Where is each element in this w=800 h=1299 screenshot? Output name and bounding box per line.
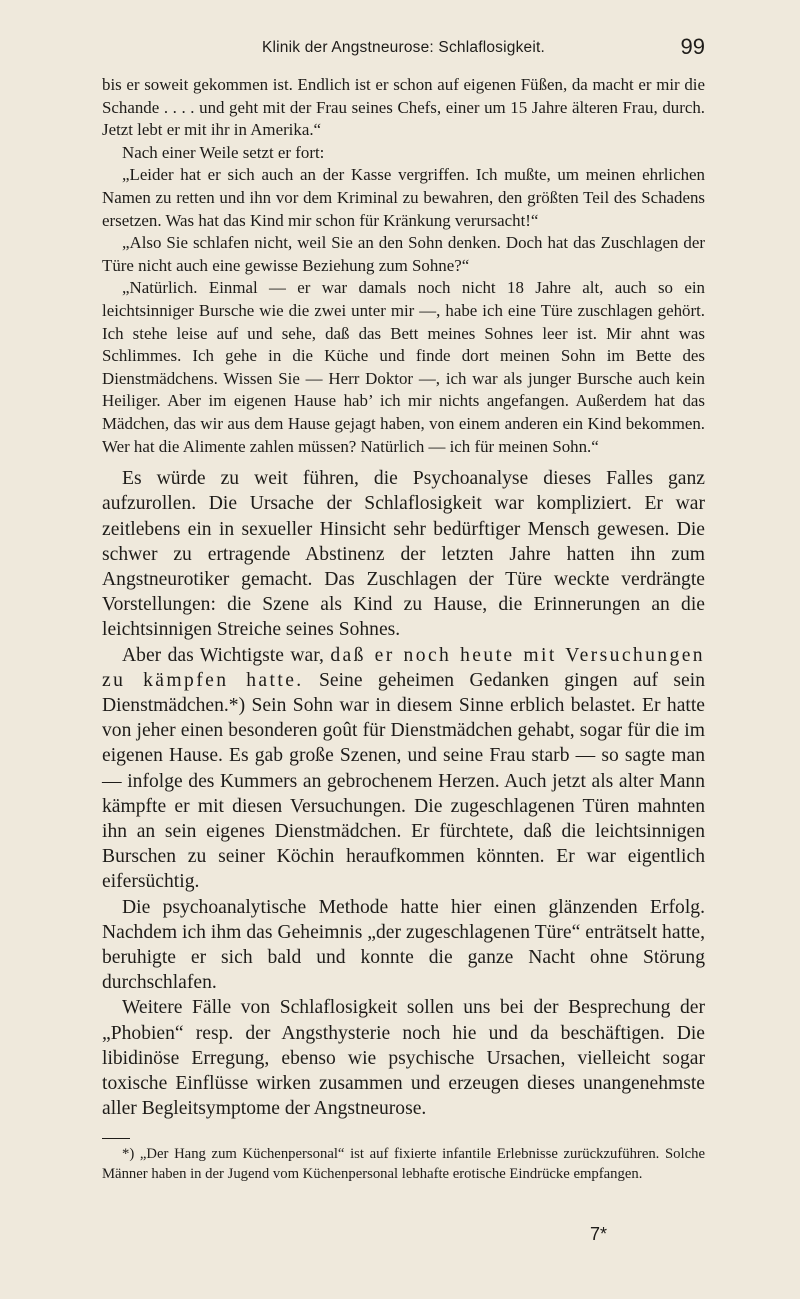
body-text: Aber das Wichtigste war,	[122, 644, 331, 666]
page-number: 99	[680, 34, 705, 59]
quote-paragraph: „Also Sie schlafen nicht, weil Sie an den Sohn denken. Doch hat das Zuschlagen der Türe nicht auch eine gewisse Beziehung zum Sohne?“	[102, 233, 705, 275]
body-paragraph	[102, 643, 705, 895]
quoted-dialogue	[102, 74, 705, 458]
body-text: Seine geheimen Gedanken gingen auf sein Dienstmädchen.*) Sein Sohn war in diesem Sinne erblich belastet. Er hatte von jeher einen besonderen goût für Dienstmädchen gehabt, sogar für die im eigenen Hause. Es gab große Szenen, und seine Frau starb — so sagte man — infolge des Kummers an gebrochenem Herzen. Auch jetzt als alter Mann kämpfte er mit diesen Versuchungen. Die zugeschlagenen Türen mahnten ihn an sein eigenes Dienstmädchen. Er fürchtete, daß die leichtsinnigen Burschen zu seiner Köchin heraufkommen könnten. Er war eigentlich eifersüchtig.	[102, 669, 705, 893]
main-text	[102, 466, 705, 1121]
footnote-divider	[102, 1138, 130, 1139]
signature-mark: 7*	[590, 1224, 608, 1244]
running-title: Klinik der Angstneurose: Schlaflosigkeit.	[261, 39, 546, 56]
quote-paragraph: „Natürlich. Einmal — er war damals noch nicht 18 Jahre alt, auch so ein leichtsinniger Bursche wie die zwei unter mir —, habe ich eine Türe zuschlagen gehört. Ich stehe leise auf und sehe, daß das Bett meines Sohnes leer ist. Mir ahnt was Schlimmes. Ich gehe in die Küche und finde dort meinen Sohn im Bette des Dienstmädchens. Wissen Sie — Herr Doktor —, ich war als junger Bursche auch kein Heiliger. Aber im eigenen Hause hab’ ich mir nichts angefangen. Außerdem hat das Mädchen, das wir aus dem Hause gejagt haben, von einem anderen ein Kind bekommen. Wer hat die Alimente zahlen müssen? Natürlich — ich für meinen Sohn.“	[102, 278, 705, 456]
body-paragraph: Die psychoanalytische Methode hatte hier einen glänzenden Erfolg. Nachdem ich ihm das Geheimnis „der zugeschlagenen Türe“ enträtselt hatte, beruhigte er sich bald und konnte die ganze Nacht ohne Störung durchschlafen.	[102, 896, 705, 994]
footnote: *) „Der Hang zum Küchenpersonal“ ist auf fixierte infantile Erlebnisse zurückzuführen. Solche Männer haben in der Jugend vom Küchenpersonal lebhafte erotische Eindrücke empfangen.	[102, 1146, 705, 1182]
quote-paragraph: bis er soweit gekommen ist. Endlich ist er schon auf eigenen Füßen, da macht er mir die Schande . . . . und geht mit der Frau seines Chefs, einer um 15 Jahre älteren Frau, durch. Jetzt lebt er mit ihr in Amerika.“	[102, 75, 705, 140]
quote-paragraph: Nach einer Weile setzt er fort:	[122, 142, 325, 162]
page-header	[102, 34, 705, 74]
body-paragraph: Weitere Fälle von Schlaflosigkeit sollen uns bei der Besprechung der „Phobien“ resp. der Angsthysterie noch hie und da beschäftigen. Die libidinöse Erregung, ebenso wie psychische Ursachen, vielleicht sogar toxische Einflüsse wirken zusammen und erzeugen dieses unangenehmste aller Begleitsymptome der Angstneurose.	[102, 997, 705, 1120]
quote-paragraph: „Leider hat er sich auch an der Kasse vergriffen. Ich mußte, um meinen ehrlichen Namen zu retten und ihn vor dem Kriminal zu bewahren, den größten Teil des Schadens ersetzen. Was hat das Kind mir schon für Kränkung verursacht!“	[102, 165, 705, 230]
emphasized-text: daß er noch heute mit Versuchungen zu kämpfen hatte.	[102, 644, 705, 691]
body-paragraph: Es würde zu weit führen, die Psychoanalyse dieses Falles ganz aufzurollen. Die Ursache der Schlaflosigkeit war kompliziert. Er war zeitlebens ein in sexueller Hinsicht sehr bedürftiger Mensch gewesen. Die schwer zu ertragende Abstinenz der letzten Jahre hatten ihn zum Angstneurotiker gemacht. Das Zuschlagen der Türe weckte verdrängte Vorstellungen: die Szene als Kind zu Hause, die Erinnerungen an die leichtsinnigen Streiche seines Sohnes.	[102, 468, 705, 641]
book-page	[102, 34, 705, 1184]
